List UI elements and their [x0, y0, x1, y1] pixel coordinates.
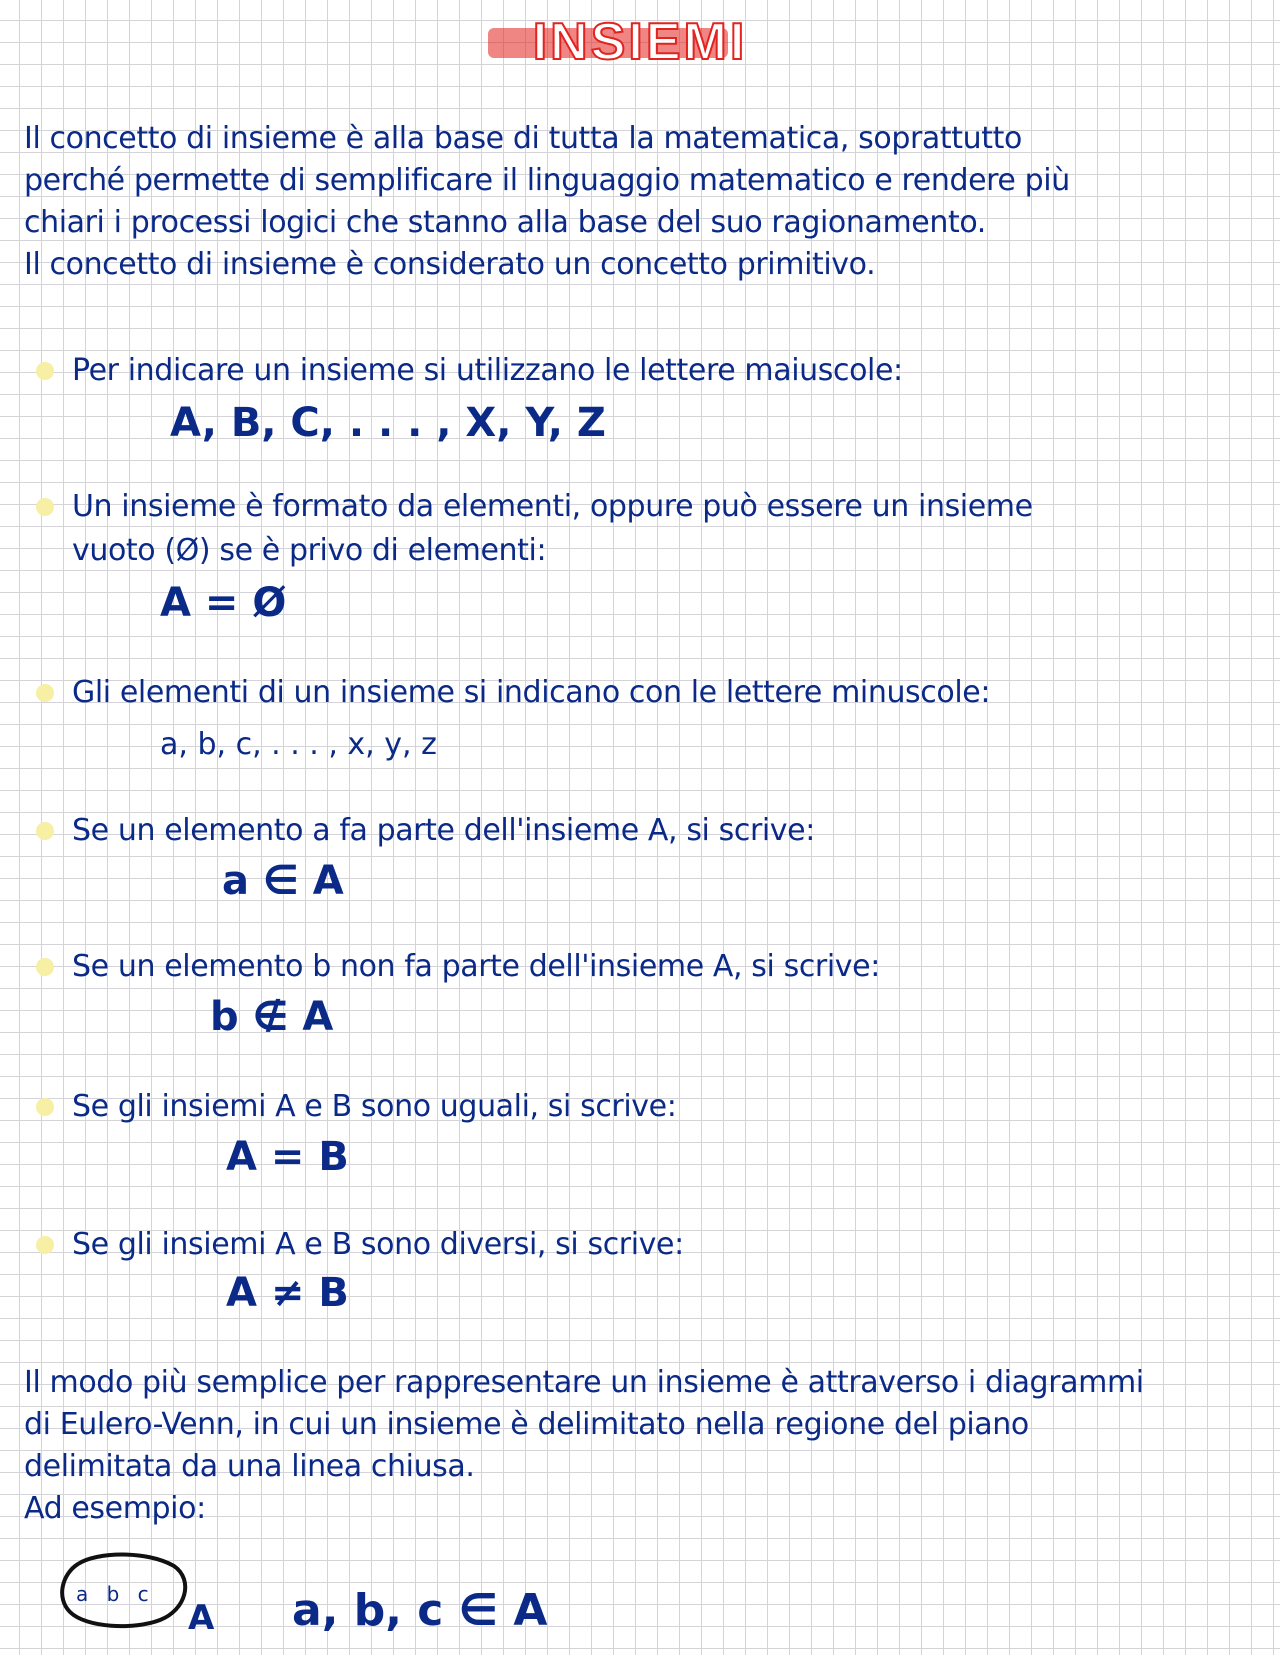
closing-line: di Eulero-Venn, in cui un insieme è delimitato nella regione del piano — [24, 1407, 1029, 1442]
intro-paragraph — [24, 118, 1264, 286]
intro-line: Il concetto di insieme è considerato un concetto primitivo. — [24, 247, 876, 282]
closing-paragraph — [24, 1362, 1264, 1530]
bullet-formula: A ≠ B — [226, 1270, 349, 1316]
bullet-marker — [36, 1098, 54, 1116]
bullet-text: Se gli insiemi A e B sono diversi, si scrive: — [72, 1227, 684, 1262]
bullet-formula: A = B — [226, 1134, 349, 1180]
closing-line: Il modo più semplice per rappresentare un insieme è attraverso i diagrammi — [24, 1365, 1144, 1400]
bullet-text: Gli elementi di un insieme si indicano con le lettere minuscole: — [72, 675, 991, 710]
bullet-formula: A = Ø — [160, 580, 287, 626]
intro-line: Il concetto di insieme è alla base di tutta la matematica, soprattutto — [24, 121, 1022, 156]
bullet-formula: a ∈ A — [222, 858, 344, 904]
bullet-text: Se un elemento a fa parte dell'insieme A, si scrive: — [72, 813, 815, 848]
closing-line: Ad esempio: — [24, 1491, 206, 1526]
bullet-marker — [36, 1236, 54, 1254]
bullet-text-continued: vuoto (Ø) se è privo di elementi: — [72, 533, 547, 568]
bullet-marker — [36, 684, 54, 702]
intro-line: chiari i processi logici che stanno alla base del suo ragionamento. — [24, 205, 986, 240]
bullet-marker — [36, 498, 54, 516]
bullet-text: Se gli insiemi A e B sono uguali, si scrive: — [72, 1089, 677, 1124]
closing-line: delimitata da una linea chiusa. — [24, 1449, 475, 1484]
bullet-formula: b ∉ A — [210, 994, 334, 1040]
bullet-text: Per indicare un insieme si utilizzano le lettere maiuscole: — [72, 353, 903, 388]
bullet-formula: A, B, C, . . . , X, Y, Z — [170, 400, 606, 446]
venn-set-label: A — [188, 1598, 215, 1638]
venn-elements: a b c — [76, 1582, 155, 1606]
bullet-formula: a, b, c, . . . , x, y, z — [160, 727, 437, 762]
example-expression: a, b, c ∈ A — [292, 1585, 548, 1636]
bullet-marker — [36, 822, 54, 840]
bullet-marker — [36, 958, 54, 976]
page-title: INSIEMI — [0, 12, 1280, 72]
bullet-marker — [36, 362, 54, 380]
intro-line: perché permette di semplificare il linguaggio matematico e rendere più — [24, 163, 1070, 198]
bullet-text: Se un elemento b non fa parte dell'insieme A, si scrive: — [72, 949, 880, 984]
bullet-text: Un insieme è formato da elementi, oppure può essere un insieme — [72, 489, 1033, 524]
